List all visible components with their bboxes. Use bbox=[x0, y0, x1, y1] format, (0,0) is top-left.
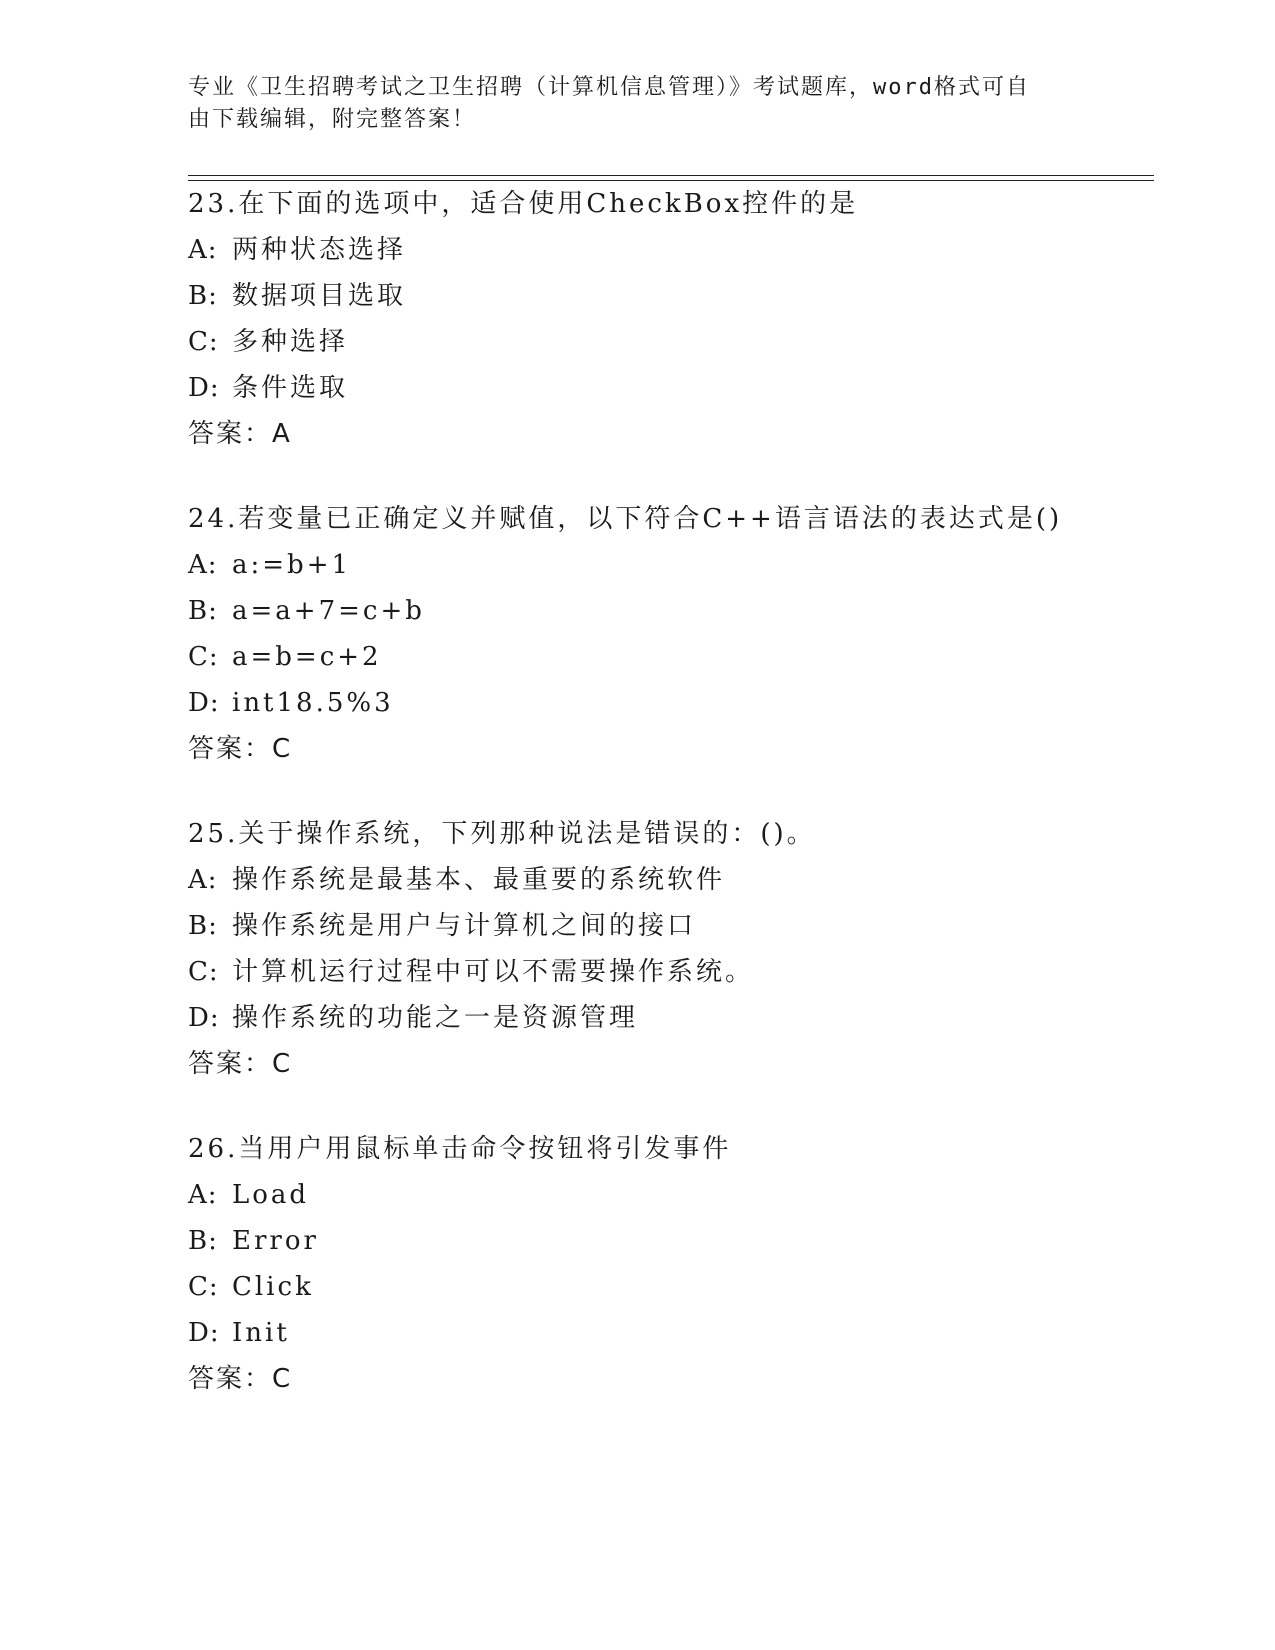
option-b bbox=[188, 910, 1154, 956]
option-key: C: bbox=[188, 1272, 219, 1302]
option-key: A: bbox=[188, 865, 218, 895]
option-key: A: bbox=[188, 235, 218, 265]
question-stem: 25.关于操作系统，下列那种说法是错误的：()。 bbox=[188, 819, 816, 849]
option-text: a=b=c+2 bbox=[232, 642, 382, 672]
option-text: 计算机运行过程中可以不需要操作系统。 bbox=[232, 957, 755, 987]
question-stem: 26.当用户用鼠标单击命令按钮将引发事件 bbox=[188, 1134, 732, 1164]
option-text: int18.5%3 bbox=[232, 688, 394, 718]
option-text: Init bbox=[232, 1318, 290, 1348]
answer: 答案：C bbox=[188, 734, 293, 764]
question-23 bbox=[188, 188, 1154, 464]
question-26 bbox=[188, 1133, 1154, 1409]
option-text: 两种状态选择 bbox=[232, 235, 407, 265]
option-text: 数据项目选取 bbox=[232, 281, 407, 311]
option-key: C: bbox=[188, 957, 219, 987]
option-text: 多种选择 bbox=[232, 327, 349, 357]
question-stem: 23.在下面的选项中，适合使用CheckBox控件的是 bbox=[188, 189, 859, 219]
option-text: a:=b+1 bbox=[232, 550, 352, 580]
option-text: a=a+7=c+b bbox=[232, 596, 425, 626]
option-key: C: bbox=[188, 642, 219, 672]
option-text: 操作系统是用户与计算机之间的接口 bbox=[232, 911, 697, 941]
option-c bbox=[188, 1271, 1154, 1317]
header-line-2: 由下载编辑，附完整答案！ bbox=[188, 107, 477, 132]
header-divider-bottom bbox=[188, 180, 1154, 181]
option-a bbox=[188, 549, 1154, 595]
option-c bbox=[188, 641, 1154, 687]
option-a bbox=[188, 864, 1154, 910]
option-key: D: bbox=[188, 1318, 220, 1348]
header-divider-top bbox=[188, 175, 1154, 176]
answer: 答案：C bbox=[188, 1364, 293, 1394]
option-text: Error bbox=[232, 1226, 319, 1256]
option-key: A: bbox=[188, 550, 218, 580]
option-c bbox=[188, 326, 1154, 372]
answer: 答案：A bbox=[188, 419, 292, 449]
option-key: C: bbox=[188, 327, 219, 357]
option-a bbox=[188, 234, 1154, 280]
header-line-1: 专业《卫生招聘考试之卫生招聘（计算机信息管理）》考试题库，word格式可自 bbox=[188, 75, 1030, 100]
option-a bbox=[188, 1179, 1154, 1225]
option-key: B: bbox=[188, 596, 218, 626]
option-b bbox=[188, 595, 1154, 641]
option-text: 操作系统的功能之一是资源管理 bbox=[232, 1003, 639, 1033]
option-key: B: bbox=[188, 911, 218, 941]
option-key: D: bbox=[188, 373, 220, 403]
option-b bbox=[188, 280, 1154, 326]
option-d bbox=[188, 687, 1154, 733]
question-24 bbox=[188, 503, 1154, 779]
question-stem: 24.若变量已正确定义并赋值，以下符合C++语言语法的表达式是() bbox=[188, 504, 1063, 534]
question-25 bbox=[188, 818, 1154, 1094]
option-text: Click bbox=[232, 1272, 314, 1302]
answer: 答案：C bbox=[188, 1049, 293, 1079]
document-header bbox=[188, 72, 1068, 136]
option-key: D: bbox=[188, 1003, 220, 1033]
option-key: B: bbox=[188, 281, 218, 311]
option-text: 条件选取 bbox=[232, 373, 349, 403]
option-c bbox=[188, 956, 1154, 1002]
option-d bbox=[188, 1317, 1154, 1363]
option-key: A: bbox=[188, 1180, 218, 1210]
option-b bbox=[188, 1225, 1154, 1271]
option-d bbox=[188, 1002, 1154, 1048]
option-key: D: bbox=[188, 688, 220, 718]
option-d bbox=[188, 372, 1154, 418]
option-text: Load bbox=[232, 1180, 310, 1210]
option-text: 操作系统是最基本、最重要的系统软件 bbox=[232, 865, 726, 895]
option-key: B: bbox=[188, 1226, 218, 1256]
